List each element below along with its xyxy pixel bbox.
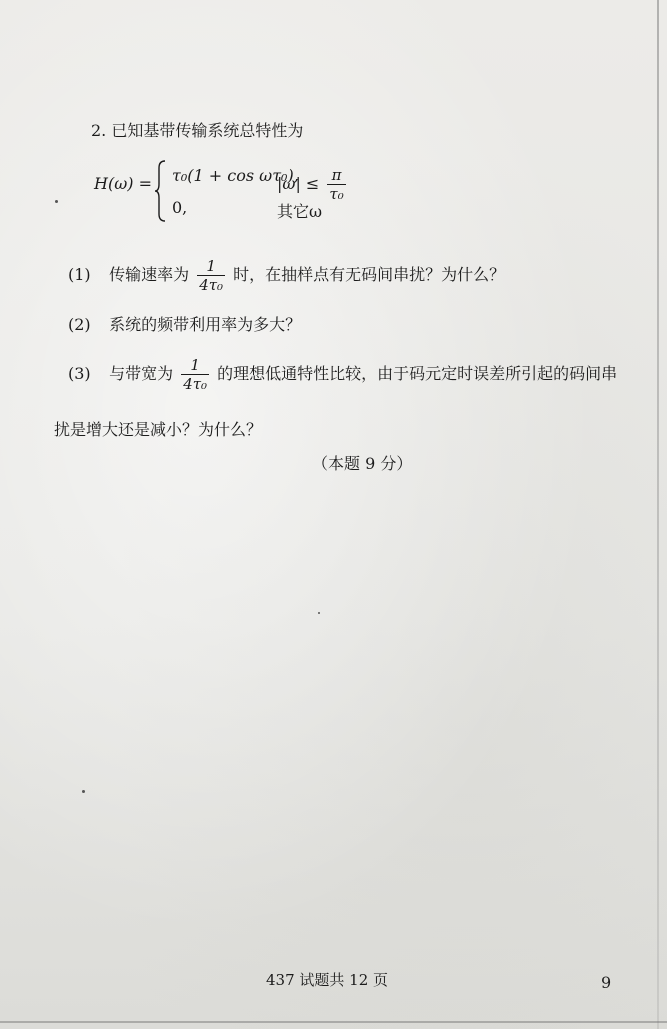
formula-case1-expr: τ₀(1 + cos ωτ₀), <box>172 166 299 185</box>
sub-question-text: 时，在抽样点有无码间串扰？为什么？ <box>233 265 506 284</box>
sub-question-3-continuation: 扰是增大还是减小？为什么？ <box>54 420 263 439</box>
question-title: 2. 已知基带传输系统总特性为 <box>91 121 304 140</box>
formula-case1-condition <box>277 166 349 203</box>
bandwidth-fraction <box>181 356 209 393</box>
sub-question-number: (3) <box>68 364 91 383</box>
rate-fraction <box>197 257 225 294</box>
fraction-numerator: π <box>327 166 345 185</box>
sub-question-text: 传输速率为 <box>109 265 190 284</box>
left-brace-icon <box>154 160 166 222</box>
exam-footer: 437 试题共 12 页 <box>266 971 389 989</box>
formula-case1-cond-left: |ω| ≤ <box>277 174 320 193</box>
fraction-denominator: 4τ₀ <box>183 375 208 393</box>
scan-speck <box>318 612 320 614</box>
page-edge-bottom <box>0 1021 667 1023</box>
sub-question-number: (1) <box>68 265 91 284</box>
formula-lhs: H(ω) = <box>94 174 152 193</box>
question-score: （本题 9 分） <box>312 454 413 473</box>
page-edge-right <box>657 0 659 1029</box>
formula-case2-expr: 0, <box>172 198 188 217</box>
sub-question-3 <box>68 356 617 393</box>
sub-question-text: 与带宽为 <box>109 364 174 383</box>
sub-question-1 <box>68 257 505 294</box>
sub-question-2 <box>68 315 301 335</box>
fraction-numerator: 1 <box>197 257 225 276</box>
scan-speck <box>55 200 58 203</box>
fraction-numerator: 1 <box>181 356 209 375</box>
page-number: 9 <box>601 973 612 992</box>
sub-question-text: 的理想低通特性比较，由于码元定时误差所引起的码间串 <box>217 364 618 383</box>
sub-question-number: (2) <box>68 315 91 334</box>
formula-case2-condition: 其它ω <box>277 202 323 221</box>
fraction-denominator: 4τ₀ <box>199 276 224 294</box>
formula-case1-fraction <box>327 166 345 203</box>
fraction-denominator: τ₀ <box>329 185 344 203</box>
scan-speck <box>82 790 85 793</box>
sub-question-text: 系统的频带利用率为多大？ <box>109 315 302 334</box>
